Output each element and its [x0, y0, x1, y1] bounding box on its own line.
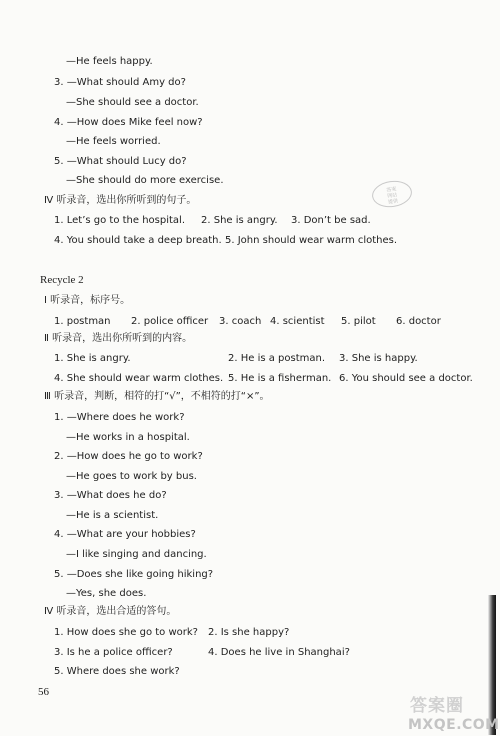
option-text: 2. She is angry. [201, 215, 278, 226]
option-text: 2. Is she happy? [208, 627, 290, 638]
option-text: 4. She should wear warm clothes. [54, 373, 224, 384]
answer-line: —She should see a doctor. [66, 97, 199, 108]
watermark-title: 答案圈 [410, 696, 464, 716]
section-heading: Ⅳ 听录音，选出你所听到的句子。 [44, 195, 197, 206]
option-text: 2. police officer [131, 316, 209, 327]
option-text: 5. Where does she work? [54, 666, 180, 677]
answer-line: —He feels worried. [66, 136, 161, 147]
answer-line: —He feels happy. [66, 56, 153, 67]
page-number: 56 [38, 686, 49, 698]
unit-title: Recycle 2 [40, 274, 84, 286]
question-line: 5. —What should Lucy do? [54, 156, 187, 167]
option-text: 1. postman [54, 316, 111, 327]
option-text: 4. Does he live in Shanghai? [208, 647, 350, 658]
question-line: 3. —What should Amy do? [54, 77, 186, 88]
section-heading: Ⅲ 听录音，判断，相符的打“√”，不相符的打“×”。 [44, 391, 270, 402]
watermark-url: MXQE.COM [408, 717, 500, 733]
watermark-logo [404, 696, 500, 734]
section-heading: Ⅰ 听录音，标序号。 [44, 295, 131, 306]
section-heading: Ⅳ 听录音，选出合适的答句。 [44, 606, 177, 617]
answer-line: —He works in a hospital. [66, 432, 190, 443]
option-text: 2. He is a postman. [228, 353, 326, 364]
question-line: 4. —What are your hobbies? [54, 529, 196, 540]
option-text: 3. Is he a police officer? [54, 647, 173, 658]
option-text: 1. How does she go to work? [54, 627, 198, 638]
option-text: 3. She is happy. [339, 353, 418, 364]
question-line: 5. —Does she like going hiking? [54, 569, 214, 580]
stamp-mark: 答案 网站 提供 [370, 178, 413, 209]
answer-line: —I like singing and dancing. [66, 549, 207, 560]
option-text: 3. coach [219, 316, 262, 327]
option-text: 6. doctor [396, 316, 441, 327]
question-line: 1. —Where does he work? [54, 412, 185, 423]
answer-line: —He goes to work by bus. [66, 471, 197, 482]
section-heading: Ⅱ 听录音，选出你所听到的内容。 [44, 333, 193, 344]
option-text: 5. John should wear warm clothes. [225, 235, 398, 246]
option-text: 5. He is a fisherman. [228, 373, 332, 384]
question-line: 4. —How does Mike feel now? [54, 117, 203, 128]
option-text: 6. You should see a doctor. [339, 373, 473, 384]
answer-line: —Yes, she does. [66, 588, 147, 599]
option-text: 3. Don’t be sad. [291, 215, 371, 226]
question-line: 3. —What does he do? [54, 490, 167, 501]
option-text: 5. pilot [341, 316, 376, 327]
question-line: 2. —How does he go to work? [54, 451, 203, 462]
option-text: 4. scientist [270, 316, 325, 327]
option-text: 4. You should take a deep breath. [54, 235, 222, 246]
answer-line: —He is a scientist. [66, 510, 159, 521]
option-text: 1. She is angry. [54, 353, 131, 364]
answer-line: —She should do more exercise. [66, 175, 224, 186]
option-text: 1. Let’s go to the hospital. [54, 215, 186, 226]
